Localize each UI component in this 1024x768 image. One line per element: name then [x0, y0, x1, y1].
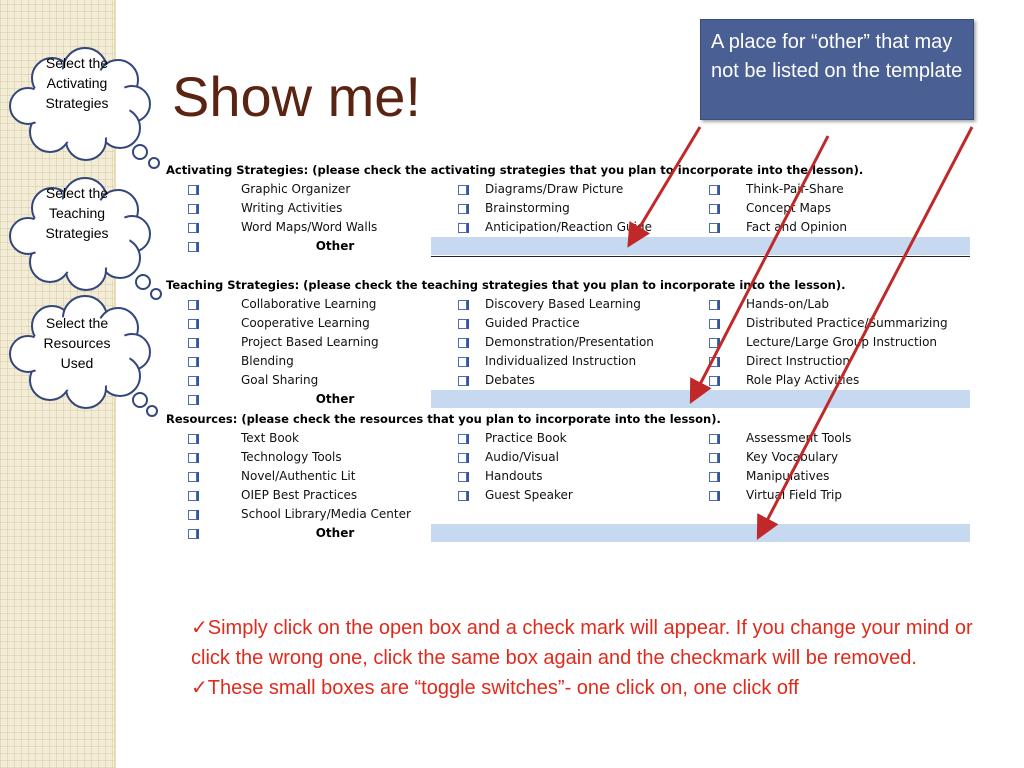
- checkbox-label: Debates: [485, 373, 535, 387]
- checkbox-label: Collaborative Learning: [241, 297, 377, 311]
- other-label: Other: [315, 239, 355, 253]
- checkbox-label: Technology Tools: [241, 450, 342, 464]
- checkbox-label: Blending: [241, 354, 294, 368]
- section-title: Resources: (please check the resources that you plan to incorporate into the lesson).: [166, 412, 721, 426]
- checkbox-label: Assessment Tools: [746, 431, 852, 445]
- other-label: Other: [315, 392, 355, 406]
- checkbox-label: Guided Practice: [485, 316, 580, 330]
- slide-title: Show me!: [172, 65, 421, 128]
- checkbox-label: Lecture/Large Group Instruction: [746, 335, 938, 349]
- section-title: Activating Strategies: (please check the activating strategies that you plan to incorporate into the lesson).: [166, 163, 864, 177]
- checkbox-label: Diagrams/Draw Picture: [485, 182, 624, 196]
- checkbox-label: Hands-on/Lab: [746, 297, 830, 311]
- checkbox-label: Direct Instruction: [746, 354, 850, 368]
- instruction-2: ✓These small boxes are “toggle switches”- one click on, one click off: [191, 677, 799, 699]
- section-title: Teaching Strategies: (please check the teaching strategies that you plan to incorporate into the lesson).: [166, 278, 846, 292]
- checkbox-label: Writing Activities: [241, 201, 343, 215]
- checkbox-label: Goal Sharing: [241, 373, 319, 387]
- thought-bubble-teaching: Select the Teaching Strategies: [45, 185, 109, 241]
- thought-bubble-activating: Select the Activating Strategies: [45, 55, 109, 111]
- checkbox-label: Practice Book: [485, 431, 567, 445]
- checkbox-label: Individualized Instruction: [485, 354, 637, 368]
- checkbox-label: Fact and Opinion: [746, 220, 847, 234]
- checkbox-label: Key Vocabulary: [746, 450, 839, 464]
- checkbox-label: OIEP Best Practices: [241, 488, 358, 502]
- checkbox-label: Word Maps/Word Walls: [241, 220, 378, 234]
- checkbox-label: Graphic Organizer: [241, 182, 351, 196]
- checkbox-label: Brainstorming: [485, 201, 570, 215]
- checkbox-label: Audio/Visual: [485, 450, 559, 464]
- checkbox-label: Virtual Field Trip: [746, 488, 842, 502]
- checkbox-label: Role Play Activities: [746, 373, 860, 387]
- checkbox-label: Anticipation/Reaction Guide: [485, 220, 652, 234]
- checkbox-label: Think-Pair-Share: [746, 182, 844, 196]
- other-label: Other: [315, 526, 355, 540]
- checkbox-label: School Library/Media Center: [241, 507, 411, 521]
- checkbox-label: Novel/Authentic Lit: [241, 469, 356, 483]
- checkbox-label: Distributed Practice/Summarizing: [746, 316, 948, 330]
- checkbox-label: Text Book: [241, 431, 299, 445]
- checkbox-label: Handouts: [485, 469, 543, 483]
- checkbox-label: Concept Maps: [746, 201, 832, 215]
- checkbox-label: Manipulatives: [746, 469, 830, 483]
- arrow-to-teaching-other: [694, 136, 828, 396]
- checkbox-label: Demonstration/Presentation: [485, 335, 654, 349]
- callout-text: A place for “other” that may not be listed on the template: [711, 31, 963, 82]
- arrow-to-activating-other: [632, 127, 700, 240]
- instructions: [191, 613, 991, 703]
- arrow-to-resources-other: [761, 127, 972, 532]
- checkbox-label: Cooperative Learning: [241, 316, 370, 330]
- thought-bubble-resources: Select the Resources Used: [43, 315, 111, 371]
- checkbox-label: Guest Speaker: [485, 488, 573, 502]
- checkbox-label: Discovery Based Learning: [485, 297, 641, 311]
- checkbox-label: Project Based Learning: [241, 335, 379, 349]
- instruction-1: ✓Simply click on the open box and a check mark will appear. If you change your mind or click the wrong one, click the same box again and the checkmark will be removed.: [191, 617, 973, 669]
